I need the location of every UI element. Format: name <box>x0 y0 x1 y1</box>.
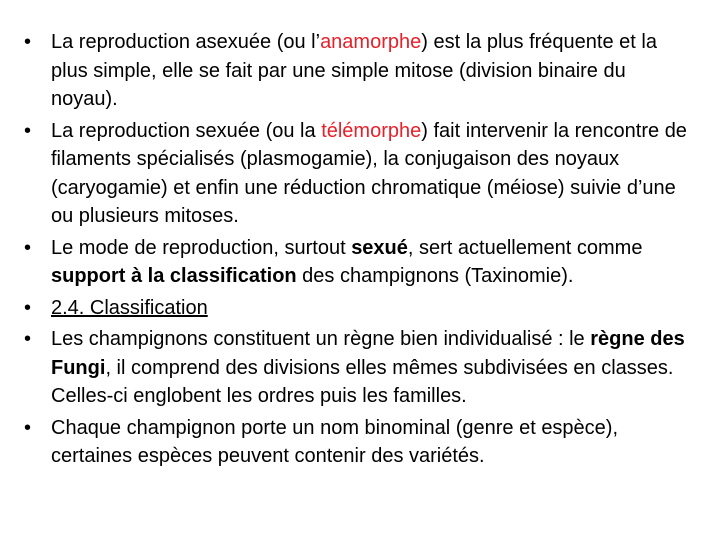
bullet-binomial-name <box>24 414 696 471</box>
term-telemorphe: télémorphe <box>321 119 422 142</box>
bullet-text: , sert actuellement comme <box>407 236 643 259</box>
bullet-list <box>24 28 696 471</box>
bullet-text: des champignons (Taxinomie). <box>296 265 574 287</box>
bullet-dot-icon: • <box>24 236 32 259</box>
bullet-sexual-reproduction <box>24 117 696 231</box>
bullet-dot-icon: • <box>24 328 32 350</box>
bullet-dot-icon: • <box>24 416 32 439</box>
bold-sexue: sexué <box>351 236 408 259</box>
term-anamorphe: anamorphe <box>320 31 422 53</box>
bullet-text: La reproduction asexuée (ou l’ <box>51 31 321 53</box>
bullet-classification-heading <box>24 294 696 323</box>
bullet-text: ) fait intervenir la rencontre de filaments spécialisés (plasmogamie), la conjugaison des noyaux (caryogamie) et enfin une réduction chromatique (méiose) suivie d’une ou plusieurs mitoses. <box>51 119 687 227</box>
bullet-dot-icon: • <box>24 296 32 319</box>
bullet-text: Chaque champignon porte un nom binominal (genre et espèce), certaines espèces peuvent contenir des variétés. <box>51 416 619 467</box>
bullet-dot-icon: • <box>24 119 32 142</box>
bullet-reproduction-mode <box>24 234 696 291</box>
bold-support-classification: support à la classification <box>51 265 297 287</box>
bullet-text: Le mode de reproduction, surtout <box>51 236 352 259</box>
bullet-text: ) est la plus fréquente et la plus simple, elle se fait par une simple mitose (division binaire du noyau). <box>51 31 657 110</box>
bullet-text: , il comprend des divisions elles mêmes subdivisées en classes. Celles-ci englobent les ordres puis les familles. <box>51 356 674 407</box>
bullet-text: La reproduction sexuée (ou la <box>51 119 322 142</box>
section-heading: 2.4. Classification <box>51 296 208 319</box>
bullet-asexual-reproduction <box>24 28 696 114</box>
bullet-dot-icon: • <box>24 31 32 53</box>
bullet-text: Les champignons constituent un règne bien individualisé : le <box>51 328 591 350</box>
bullet-fungi-kingdom <box>24 325 696 411</box>
bold-regne-fungi: règne des Fungi <box>51 328 685 379</box>
